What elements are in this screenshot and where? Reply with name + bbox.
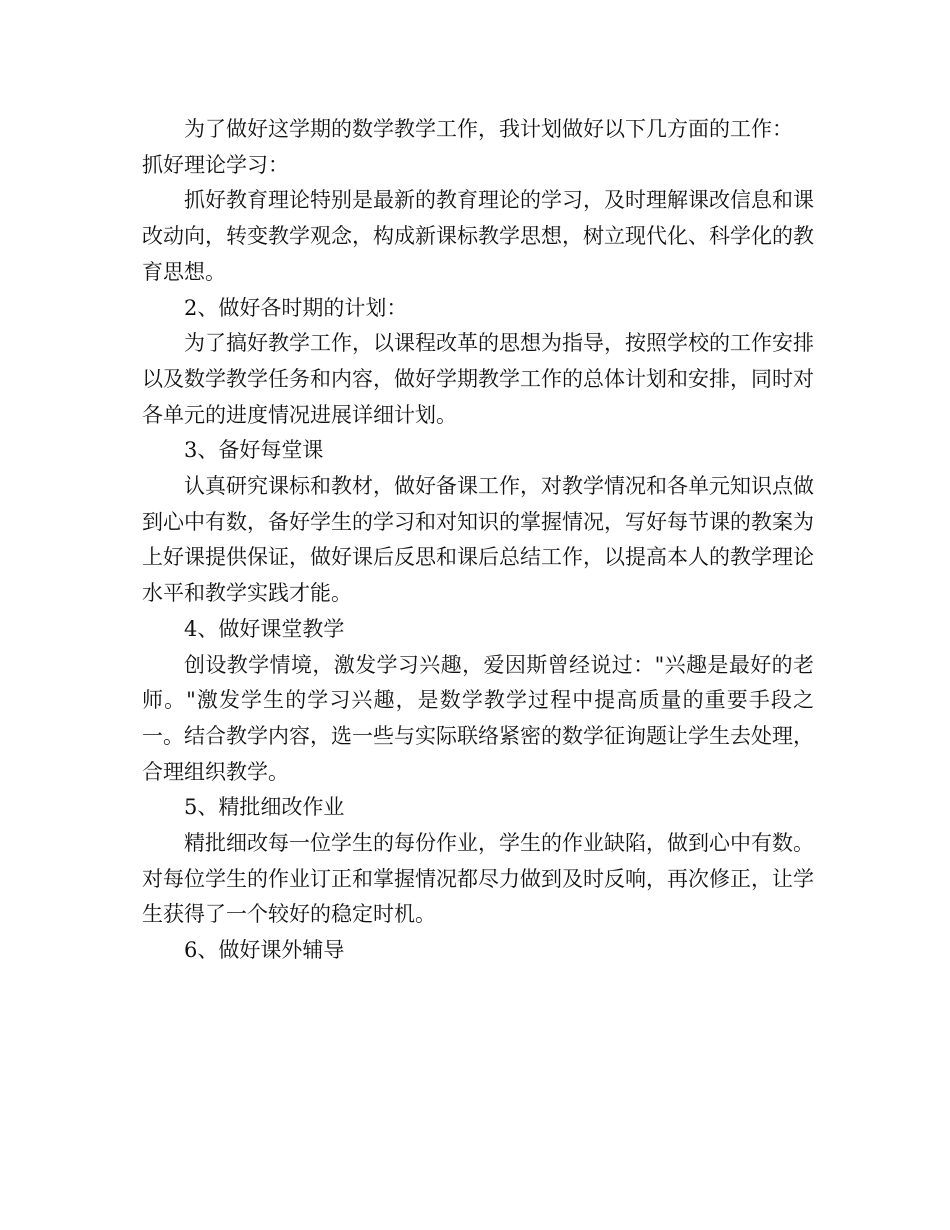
paragraph-intro: 为了做好这学期的数学教学工作，我计划做好以下几方面的工作： <box>184 117 793 141</box>
paragraph-homework: 精批细改每一位学生的每份作业，学生的作业缺陷，做到心中有数。对每位学生的作业订正和掌握情况都尽力做到及时反响，再次修正，让学生获得了一个较好的稳定时机。 <box>142 831 814 927</box>
document-body <box>142 112 814 969</box>
section-heading-homework: 5、精批细改作业 <box>184 795 345 820</box>
paragraph-classroom: 创设教学情境，激发学习兴趣，爱因斯曾经说过："兴趣是最好的老师。"激发学生的学习兴趣，是数学教学过程中提高质量的重要手段之一。结合教学内容，选一些与实际联络紧密的数学征询题让学生去处理，合理组织教学。 <box>142 652 814 784</box>
paragraph-lessons: 认真研究课标和教材，做好备课工作，对教学情况和各单元知识点做到心中有数，备好学生的学习和对知识的掌握情况，写好每节课的教案为上好课提供保证，做好课后反思和课后总结工作，以提高本人的教学理论水平和教学实践才能。 <box>142 474 814 606</box>
section-heading-theory: 抓好理论学习： <box>142 152 289 177</box>
section-heading-classroom: 4、做好课堂教学 <box>184 616 345 641</box>
paragraph-plans: 为了搞好教学工作，以课程改革的思想为指导，按照学校的工作安排以及数学教学任务和内容，做好学期教学工作的总体计划和安排，同时对各单元的进度情况进展详细计划。 <box>142 331 814 427</box>
section-heading-lessons: 3、备好每堂课 <box>184 438 324 463</box>
section-heading-tutoring: 6、做好课外辅导 <box>184 938 345 963</box>
section-heading-plans: 2、做好各时期的计划： <box>184 295 408 320</box>
paragraph-theory: 抓好教育理论特别是最新的教育理论的学习，及时理解课改信息和课改动向，转变教学观念，构成新课标教学思想，树立现代化、科学化的教育思想。 <box>142 188 814 284</box>
